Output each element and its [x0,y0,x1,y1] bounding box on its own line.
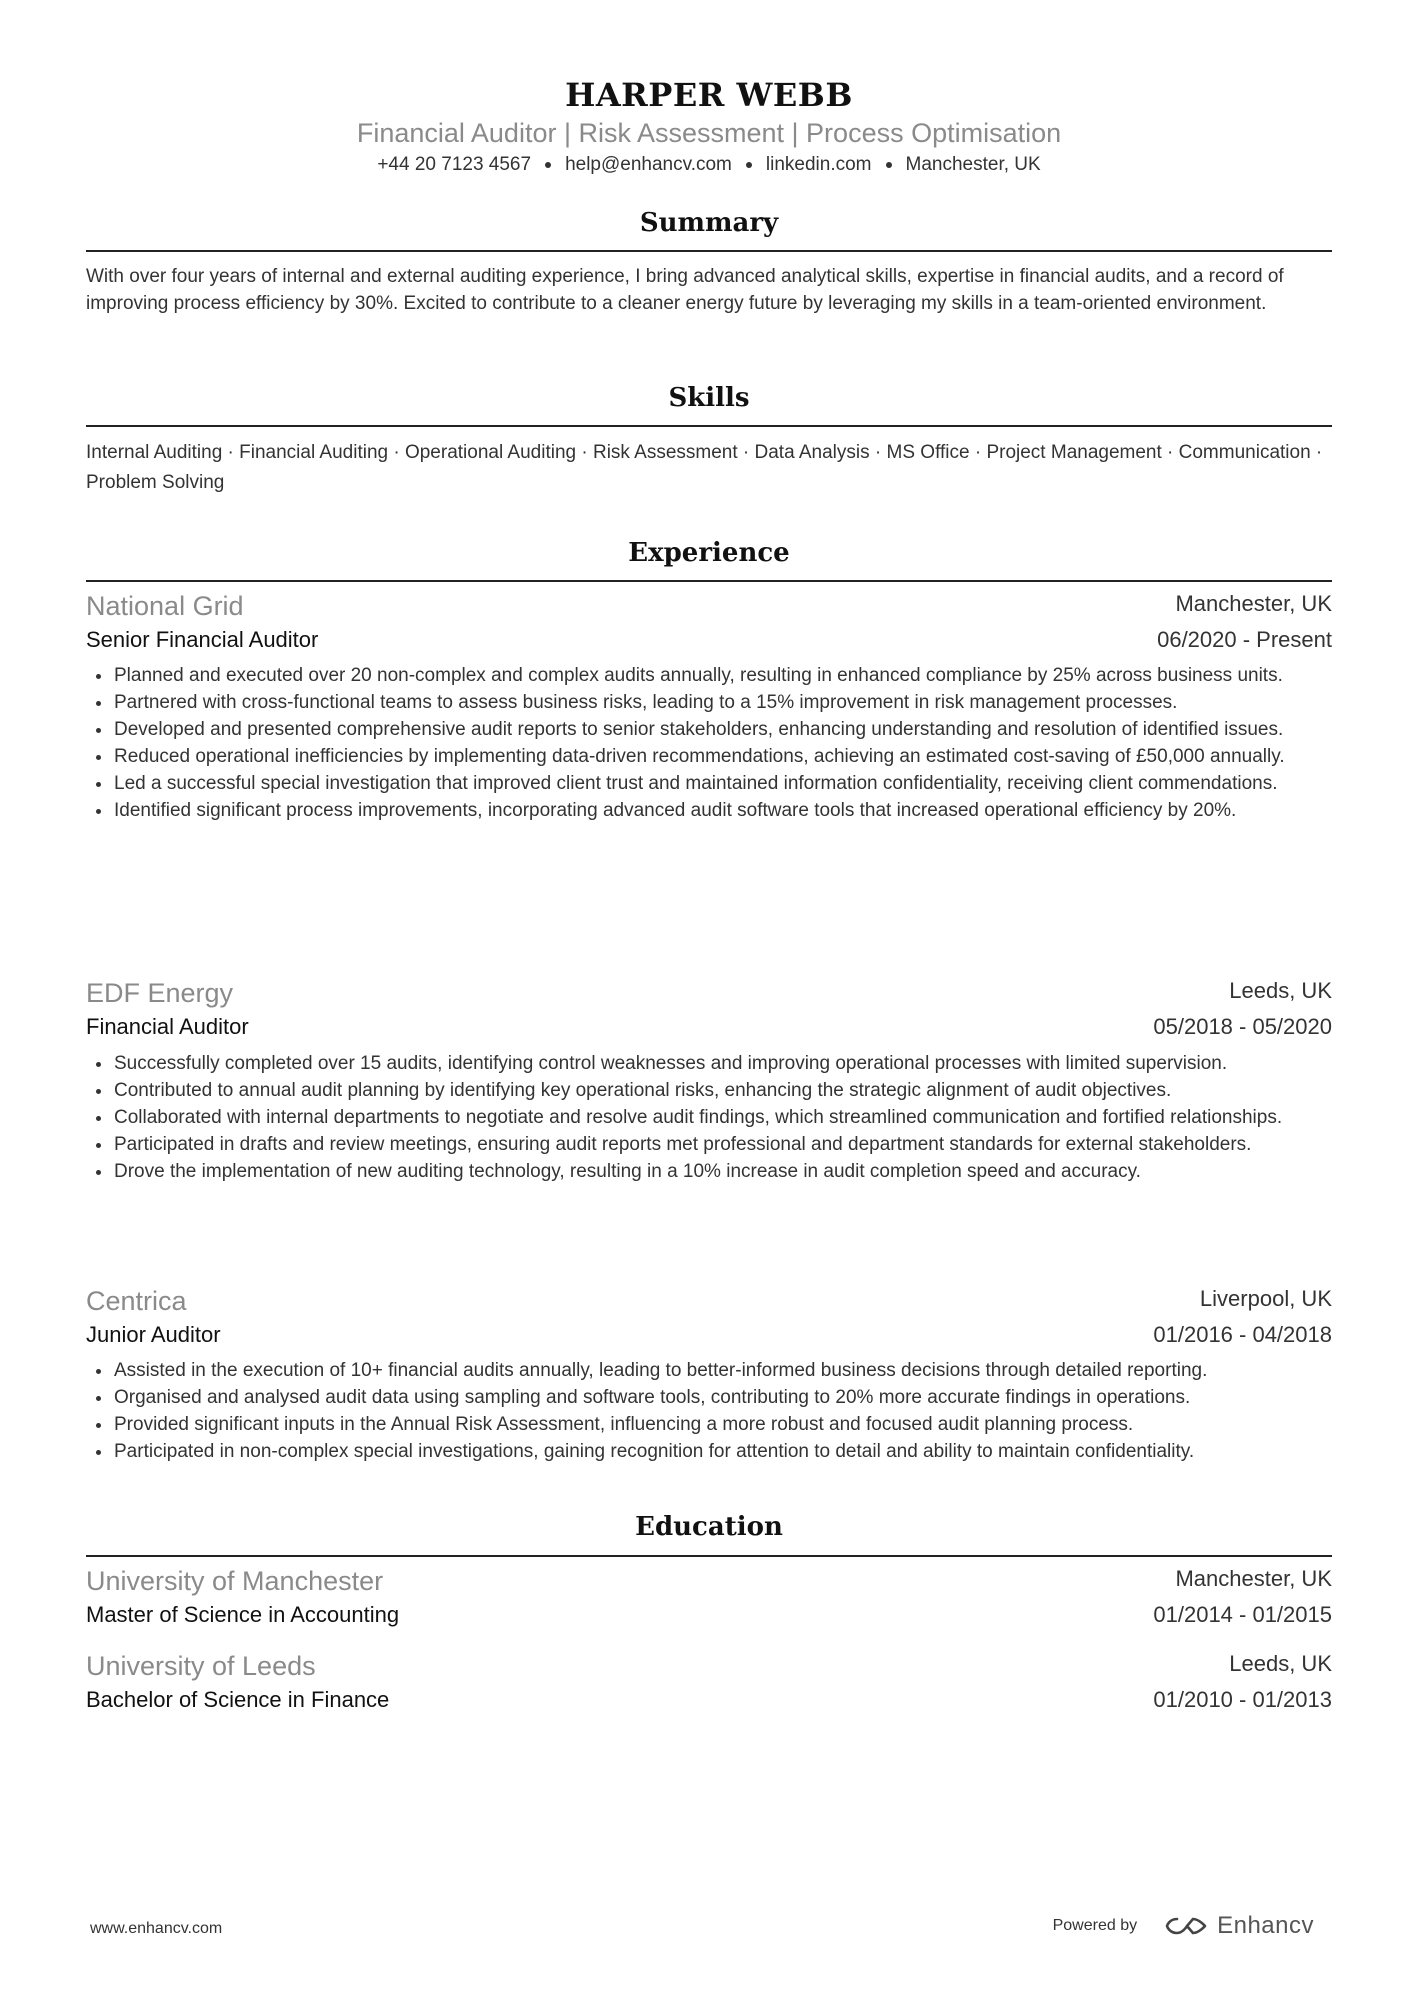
job-role: Senior Financial Auditor [86,627,319,652]
list-item: Partnered with cross-functional teams to assess business risks, leading to a 15% improvement in risk management processes. [114,689,1332,716]
job-bullets [86,662,1332,824]
footer-brand: Enhancv [1217,1912,1314,1939]
list-item: Participated in drafts and review meetings, ensuring audit reports met professional and department standards for external stakeholders. [114,1131,1332,1158]
experience-heading: Experience [628,538,790,568]
list-item: Led a successful special investigation that improved client trust and maintained information confidentiality, receiving client commendations. [114,770,1332,797]
list-item: Drove the implementation of new auditing technology, resulting in a 10% increase in audit completion speed and accuracy. [114,1158,1332,1185]
job-location: Manchester, UK [1175,591,1332,616]
list-item: Planned and executed over 20 non-complex and complex audits annually, resulting in enhanced compliance by 25% across business units. [114,662,1332,689]
job-location: Leeds, UK [1229,978,1332,1003]
summary-text: With over four years of internal and external auditing experience, I bring advanced analytical skills, expertise in financial audits, and a record of improving process efficiency by 30%. Excited to contribute to a cleaner energy future by leveraging my skills in a team-oriented environment. [86,266,1284,314]
contact-phone: +44 20 7123 4567 [377,154,532,175]
education-dates: 01/2014 - 01/2015 [1153,1602,1332,1627]
job-role: Financial Auditor [86,1014,249,1039]
list-item: Reduced operational inefficiencies by implementing data-driven recommendations, achieving an estimated cost-saving of £50,000 annually. [114,743,1332,770]
candidate-name: HARPER WEBB [565,76,853,114]
job-company: National Grid [86,591,244,621]
list-item: Collaborated with internal departments to negotiate and resolve audit findings, which streamlined communication and fortified relationships. [114,1104,1332,1131]
footer-powered-by: Powered by [1052,1917,1138,1934]
job-company: EDF Energy [86,978,234,1008]
education-degree: Master of Science in Accounting [86,1602,400,1627]
education-location: Manchester, UK [1175,1566,1332,1591]
list-item: Assisted in the execution of 10+ financial audits annually, leading to better-informed business decisions through detailed reporting. [114,1357,1332,1384]
education-school: University of Manchester [86,1566,384,1596]
list-item: Identified significant process improvements, incorporating advanced audit software tools that increased operational efficiency by 20%. [114,797,1332,824]
summary-heading: Summary [639,208,779,238]
education-degree: Bachelor of Science in Finance [86,1687,390,1712]
education-divider [86,1555,1332,1557]
experience-divider [86,580,1332,582]
enhancv-logo-icon [1163,1913,1209,1939]
bullet-separator [886,162,892,168]
job-role: Junior Auditor [86,1322,221,1347]
contact-line [86,154,1332,176]
list-item: Provided significant inputs in the Annual Risk Assessment, influencing a more robust and focused audit planning process. [114,1411,1332,1438]
summary-divider [86,250,1332,252]
list-item: Developed and presented comprehensive audit reports to senior stakeholders, enhancing understanding and resolution of identified issues. [114,716,1332,743]
list-item: Successfully completed over 15 audits, identifying control weaknesses and improving operational processes with limited supervision. [114,1050,1332,1077]
education-school: University of Leeds [86,1651,316,1681]
skills-divider [86,425,1332,427]
footer-branding [1053,1912,1314,1940]
job-bullets [86,1357,1332,1465]
bullet-separator [545,162,551,168]
education-heading: Education [635,1512,783,1542]
skills-heading: Skills [668,383,750,413]
bullet-separator [746,162,752,168]
footer-website[interactable]: www.enhancv.com [90,1920,223,1937]
job-bullets [86,1050,1332,1185]
job-location: Liverpool, UK [1199,1286,1332,1311]
skills-list: Internal Auditing · Financial Auditing · Operational Auditing · Risk Assessment · Data Analysis · MS Office · Project Management · Communication · Problem Solving [86,442,1323,493]
candidate-headline: Financial Auditor | Risk Assessment | Process Optimisation [356,118,1062,148]
contact-email[interactable]: help@enhancv.com [565,154,732,175]
job-company: Centrica [86,1286,187,1316]
contact-linkedin[interactable]: linkedin.com [765,154,872,175]
job-dates: 05/2018 - 05/2020 [1153,1014,1332,1039]
job-dates: 06/2020 - Present [1157,627,1332,652]
list-item: Organised and analysed audit data using sampling and software tools, contributing to 20% more accurate findings in operations. [114,1384,1332,1411]
education-dates: 01/2010 - 01/2013 [1153,1687,1332,1712]
job-dates: 01/2016 - 04/2018 [1153,1322,1332,1347]
education-location: Leeds, UK [1229,1651,1332,1676]
list-item: Participated in non-complex special investigations, gaining recognition for attention to detail and ability to maintain confidentiality. [114,1438,1332,1465]
list-item: Contributed to annual audit planning by identifying key operational risks, enhancing the strategic alignment of audit objectives. [114,1077,1332,1104]
contact-location: Manchester, UK [905,154,1041,175]
